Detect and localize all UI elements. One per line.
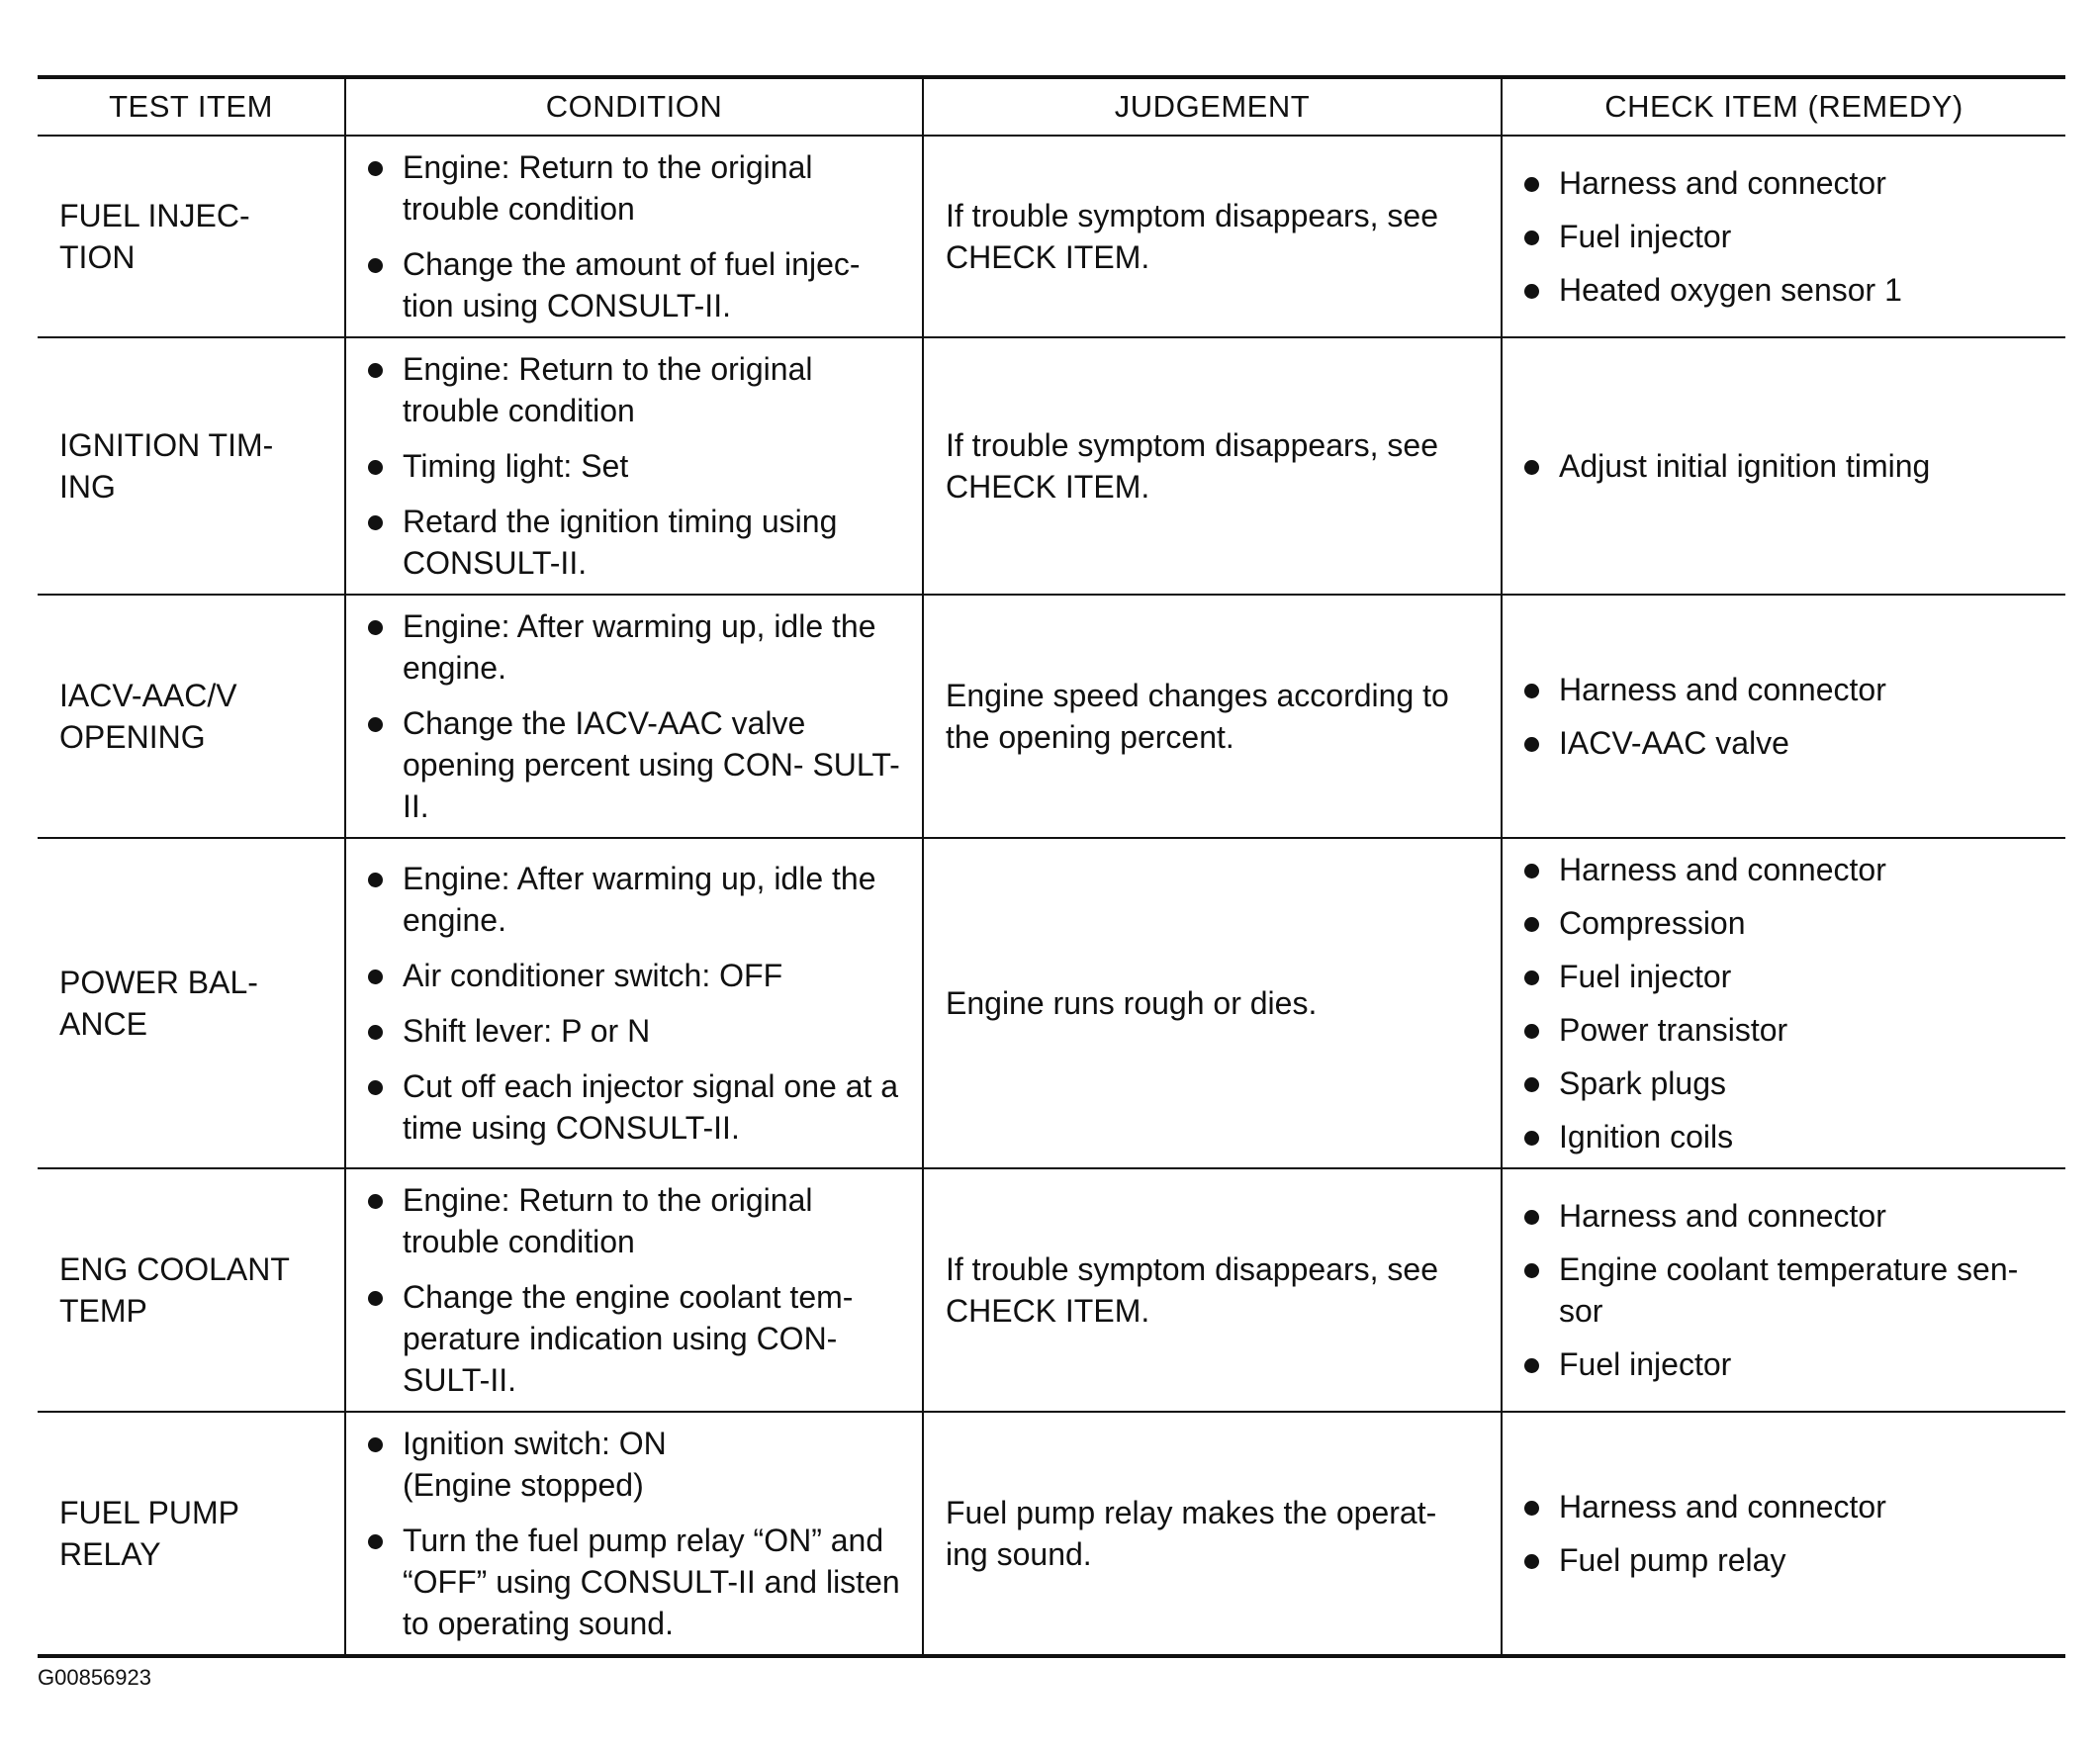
test-item-cell: FUEL PUMP RELAY [38,1412,345,1656]
condition-list [366,348,908,584]
condition-item: Shift lever: P or N [366,1010,908,1052]
check-item: Harness and connector [1522,162,2052,204]
judgement-cell: Fuel pump relay makes the operat- ing sound. [923,1412,1502,1656]
check-item: Fuel injector [1522,1343,2052,1385]
judgement-cell: If trouble symptom disappears, see CHECK ITEM. [923,1168,1502,1412]
condition-list [366,146,908,326]
condition-item: Cut off each injector signal one at a time using CONSULT-II. [366,1065,908,1149]
condition-item: Change the engine coolant tem- perature indication using CON- SULT-II. [366,1276,908,1401]
judgement-cell: If trouble symptom disappears, see CHECK ITEM. [923,337,1502,595]
check-item: Heated oxygen sensor 1 [1522,269,2052,311]
condition-item: Engine: Return to the original trouble condition [366,1179,908,1262]
header-check-item: CHECK ITEM (REMEDY) [1502,77,2065,136]
condition-item: Ignition switch: ON (Engine stopped) [366,1423,908,1506]
condition-item: Change the amount of fuel injec- tion using CONSULT-II. [366,243,908,326]
test-item-cell: IGNITION TIM- ING [38,337,345,595]
header-condition: CONDITION [345,77,923,136]
check-item-list [1522,849,2052,1157]
condition-item: Timing light: Set [366,445,908,487]
check-item-cell [1502,595,2065,838]
condition-cell [345,337,923,595]
check-item: Fuel injector [1522,956,2052,997]
condition-item: Engine: After warming up, idle the engine. [366,605,908,689]
condition-item: Retard the ignition timing using CONSULT-II. [366,501,908,584]
judgement-cell: Engine runs rough or dies. [923,838,1502,1168]
table-row [38,1168,2065,1412]
judgement-cell: Engine speed changes according to the opening percent. [923,595,1502,838]
header-test-item: TEST ITEM [38,77,345,136]
check-item: Harness and connector [1522,849,2052,890]
check-item: Ignition coils [1522,1116,2052,1157]
condition-cell [345,136,923,337]
condition-item: Air conditioner switch: OFF [366,955,908,996]
table-row [38,595,2065,838]
check-item-list [1522,445,2052,487]
condition-cell [345,838,923,1168]
check-item-cell [1502,136,2065,337]
check-item-cell [1502,337,2065,595]
check-item-list [1522,669,2052,764]
check-item: Fuel injector [1522,216,2052,257]
header-row [38,77,2065,136]
condition-item: Engine: After warming up, idle the engine. [366,858,908,941]
header-judgement: JUDGEMENT [923,77,1502,136]
condition-item: Engine: Return to the original trouble condition [366,146,908,230]
check-item: Adjust initial ignition timing [1522,445,2052,487]
condition-list [366,1179,908,1401]
condition-cell [345,1168,923,1412]
condition-list [366,605,908,827]
check-item-list [1522,1486,2052,1581]
test-item-cell: IACV-AAC/V OPENING [38,595,345,838]
check-item: Spark plugs [1522,1062,2052,1104]
test-item-cell: FUEL INJEC- TION [38,136,345,337]
condition-cell [345,1412,923,1656]
check-item-list [1522,162,2052,311]
test-item-table [38,75,2065,1658]
condition-list [366,1423,908,1644]
condition-item: Turn the fuel pump relay “ON” and “OFF” using CONSULT-II and listen to operating sound. [366,1520,908,1644]
check-item: Power transistor [1522,1009,2052,1051]
condition-item: Engine: Return to the original trouble condition [366,348,908,431]
check-item: Engine coolant temperature sen- sor [1522,1248,2052,1332]
table-row [38,136,2065,337]
check-item-cell [1502,1168,2065,1412]
check-item: Harness and connector [1522,1486,2052,1527]
check-item: Fuel pump relay [1522,1539,2052,1581]
check-item-cell [1502,838,2065,1168]
check-item: Compression [1522,902,2052,944]
test-item-cell: POWER BAL- ANCE [38,838,345,1168]
table-row [38,1412,2065,1656]
check-item-cell [1502,1412,2065,1656]
table-body [38,136,2065,1656]
figure-id: G00856923 [38,1665,151,1690]
test-item-cell: ENG COOLANT TEMP [38,1168,345,1412]
condition-list [366,858,908,1149]
table-row [38,838,2065,1168]
check-item: Harness and connector [1522,669,2052,710]
table-row [38,337,2065,595]
judgement-cell: If trouble symptom disappears, see CHECK ITEM. [923,136,1502,337]
condition-cell [345,595,923,838]
condition-item: Change the IACV-AAC valve opening percent using CON- SULT-II. [366,702,908,827]
check-item: IACV-AAC valve [1522,722,2052,764]
check-item-list [1522,1195,2052,1385]
check-item: Harness and connector [1522,1195,2052,1237]
